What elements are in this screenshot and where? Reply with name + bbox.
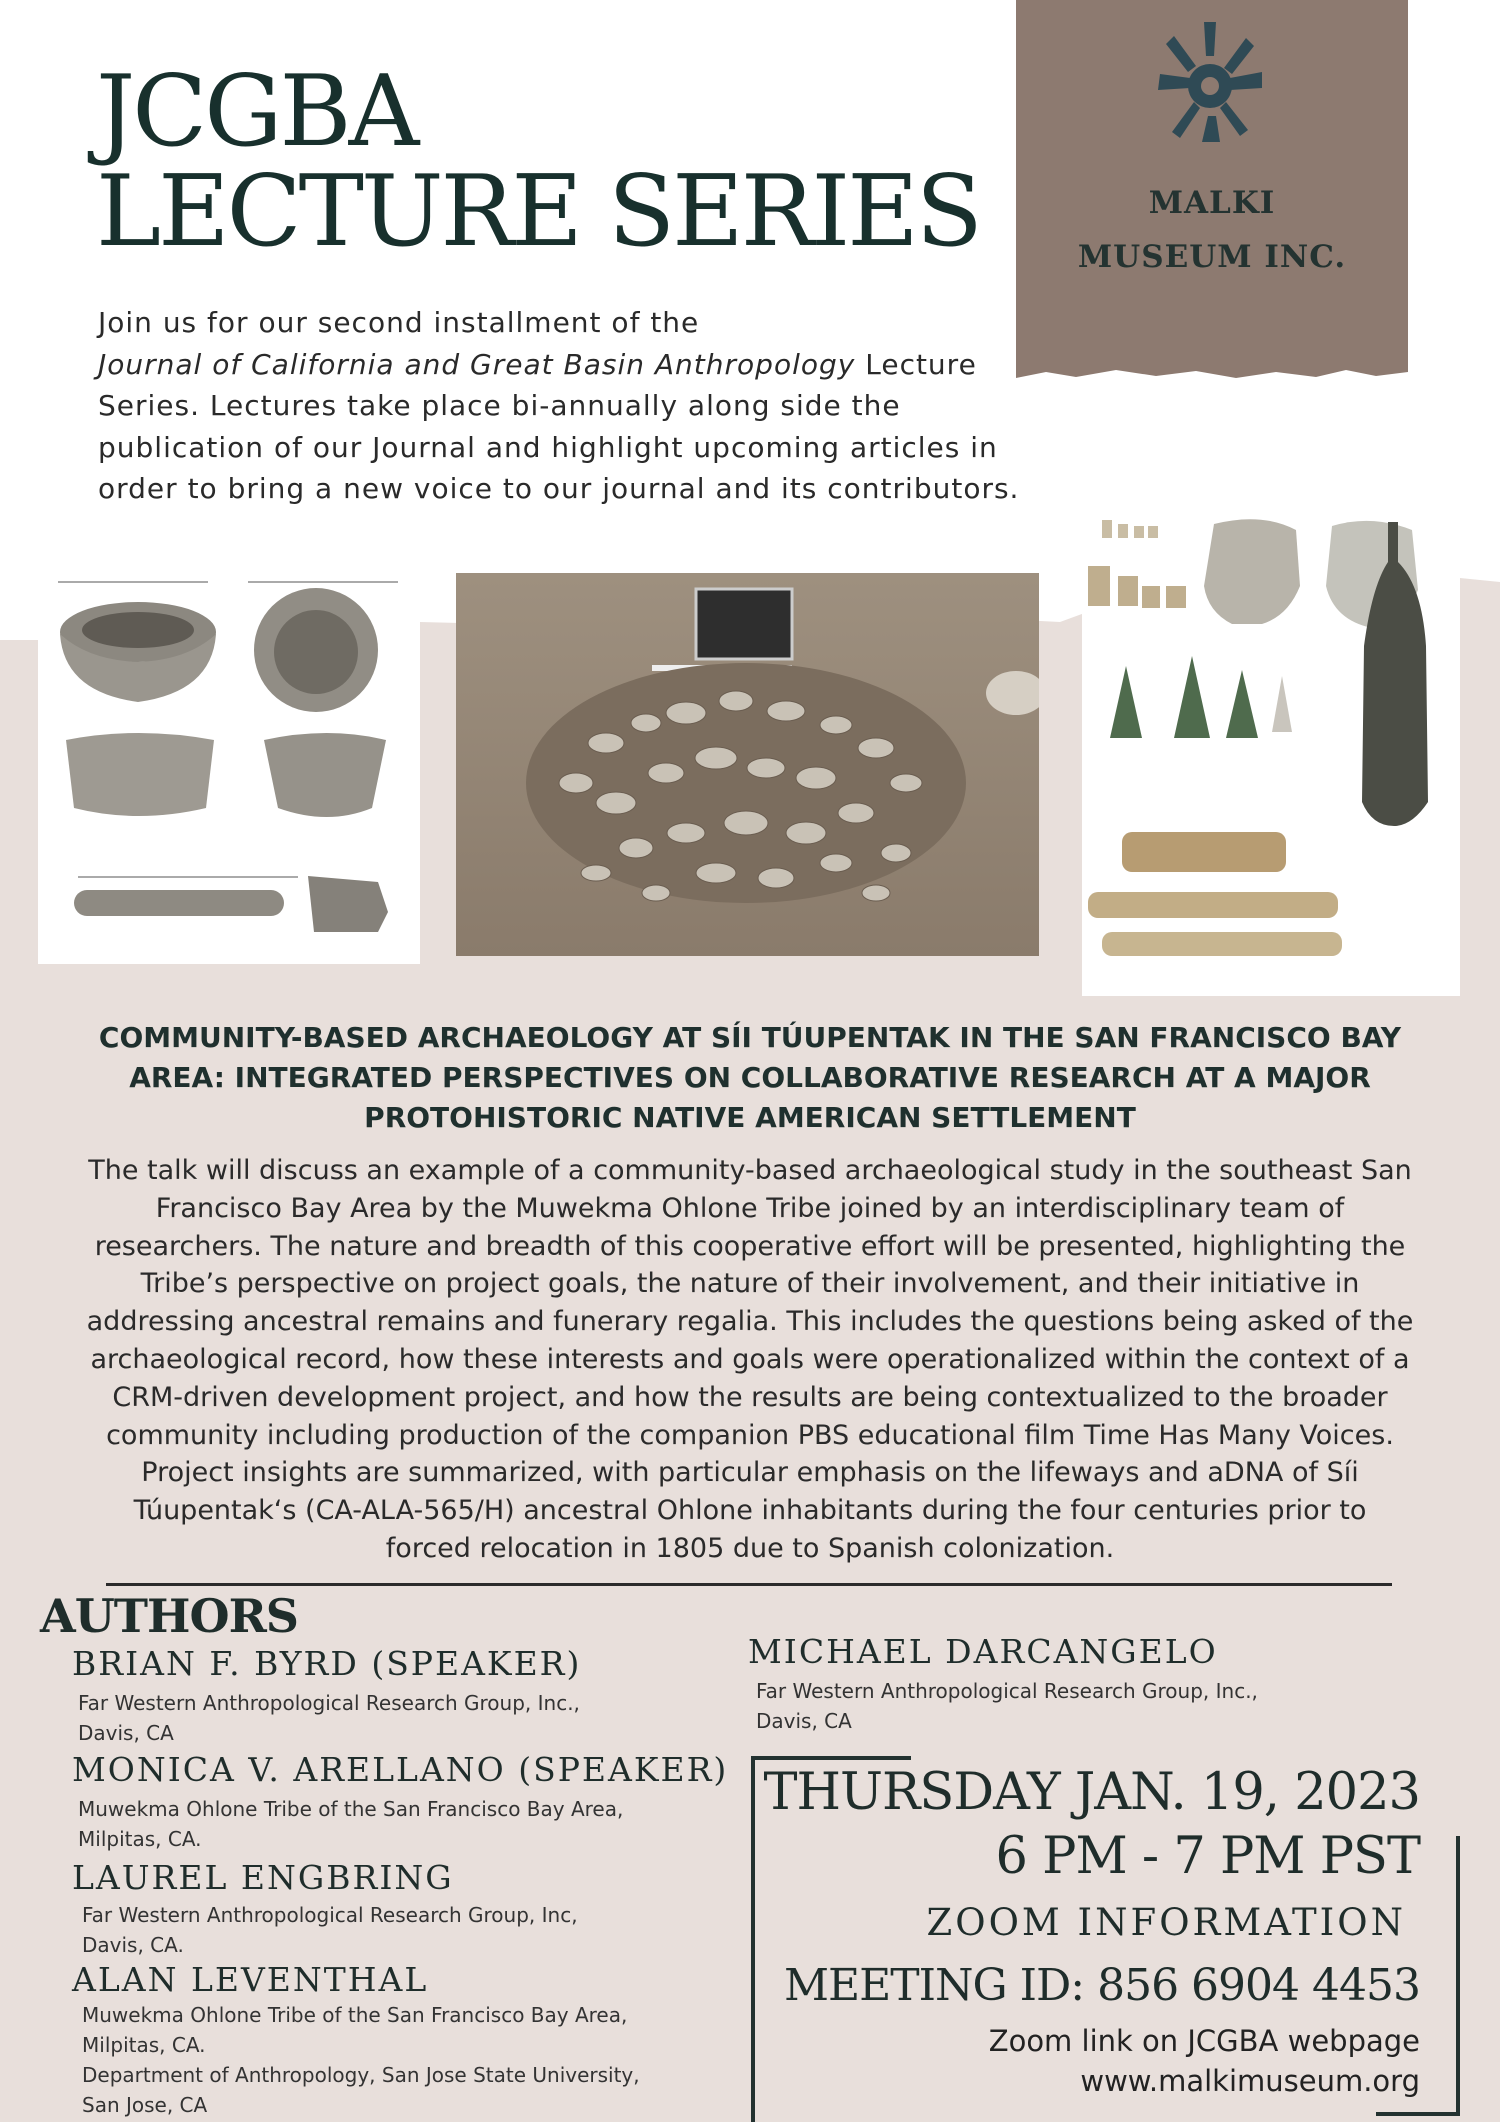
lecture-title-line: COMMUNITY-BASED ARCHAEOLOGY AT SÍI TÚUPENTAK IN THE SAN FRANCISCO BAY [98,1021,1402,1054]
abstract-line: addressing ancestral remains and funerary regalia. This includes the questions being asked of the [86,1306,1414,1338]
intro-paragraph [98,302,1088,510]
affiliation-line: Davis, CA [756,1709,852,1733]
author-affiliation [82,2000,640,2120]
author-name: BRIAN F. BYRD (SPEAKER) [72,1644,582,1683]
abstract-line: forced relocation in 1805 due to Spanish colonization. [385,1532,1115,1564]
abstract-line: CRM-driven development project, and how the results are being contextualized to the broader [112,1381,1388,1413]
journal-name: Journal of California and Great Basin Anthropology [98,347,856,381]
abstract-line: researchers. The nature and breadth of this cooperative effort will be presented, highlighting the [94,1230,1406,1262]
zoom-link-text: Zoom link on JCGBA webpage [988,2024,1420,2058]
author-entry [72,1750,728,1854]
intro-line-rest: Lecture [855,347,977,381]
malki-logo-icon [1150,16,1270,148]
affiliation-line: Far Western Anthropological Research Group, Inc., [756,1679,1258,1703]
abstract-line: Túupentak‘s (CA-ALA-565/H) ancestral Ohlone inhabitants during the four centuries prior to [133,1495,1367,1527]
title-line-1: JCGBA [96,55,417,169]
excavation-photo [456,573,1039,956]
author-name: LAUREL ENGBRING [72,1858,454,1897]
event-frame-left [751,1756,755,2122]
mortar-pestle-photo [38,572,420,964]
affiliation-line: Milpitas, CA. [78,1827,202,1851]
page-title [96,55,980,269]
event-date: THURSDAY JAN. 19, 2023 [763,1763,1420,1822]
meeting-id: MEETING ID: 856 6904 4453 [783,1960,1420,2011]
event-frame-bottom [1376,2112,1460,2116]
lecture-title-line: AREA: INTEGRATED PERSPECTIVES ON COLLABORATIVE RESEARCH AT A MAJOR [129,1061,1371,1094]
author-name: MONICA V. ARELLANO (SPEAKER) [72,1750,729,1789]
intro-line: Series. Lectures take place bi-annually along side the [98,389,901,422]
lecture-abstract [60,1152,1440,1568]
affiliation-line: Muwekma Ohlone Tribe of the San Francisco Bay Area, [82,2003,628,2027]
affiliation-line: Davis, CA. [82,1933,184,1957]
intro-line: order to bring a new voice to our journal and its contributors. [98,472,1020,505]
event-time: 6 PM - 7 PM PST [995,1827,1420,1886]
authors-heading: AUTHORS [40,1589,299,1643]
author-name: ALAN LEVENTHAL [72,1960,429,1999]
section-divider [106,1583,1392,1586]
museum-name-line-2: MUSEUM INC. [1077,239,1347,275]
author-entry [72,1960,640,2120]
title-line-2: LECTURE SERIES [96,155,980,269]
author-affiliation [756,1676,1258,1736]
affiliation-line: San Jose, CA [82,2093,208,2117]
abstract-line: Francisco Bay Area by the Muwekma Ohlone Tribe joined by an interdisciplinary team of [155,1192,1345,1224]
artifacts-collage-photo [1082,516,1460,996]
author-affiliation [82,1900,578,1960]
affiliation-line: Muwekma Ohlone Tribe of the San Francisco Bay Area, [78,1797,624,1821]
lecture-title-line: PROTOHISTORIC NATIVE AMERICAN SETTLEMENT [364,1101,1136,1134]
affiliation-line: Milpitas, CA. [82,2033,206,2057]
affiliation-line: Davis, CA [78,1721,174,1745]
author-entry [748,1632,1258,1736]
event-frame-right [1456,1836,1460,2116]
intro-line: publication of our Journal and highlight upcoming articles in [98,430,998,464]
author-entry [72,1858,578,1960]
abstract-line: archaeological record, how these interests and goals were operationalized within the context of a [90,1343,1410,1375]
affiliation-line: Far Western Anthropological Research Group, Inc, [82,1903,578,1927]
author-name: MICHAEL DARCANGELO [748,1632,1218,1671]
zoom-heading: ZOOM INFORMATION [926,1901,1406,1944]
event-frame-top [751,1756,911,1760]
author-affiliation [78,1688,581,1748]
abstract-line: Tribe’s perspective on project goals, the nature of their involvement, and their initiative in [140,1268,1360,1300]
abstract-line: Project insights are summarized, with particular emphasis on the lifeways and aDNA of Síi [141,1457,1359,1489]
affiliation-line: Department of Anthropology, San Jose State University, [82,2063,640,2087]
affiliation-line: Far Western Anthropological Research Group, Inc., [78,1691,580,1715]
intro-line: Join us for our second installment of the [98,306,700,339]
author-entry [72,1644,581,1748]
museum-name [1016,176,1408,284]
abstract-line: community including production of the companion PBS educational film Time Has Many Voices. [106,1419,1394,1451]
lecture-title [60,1018,1440,1138]
museum-name-line-1: MALKI [1148,185,1276,221]
author-affiliation [78,1794,728,1854]
intro-line [98,344,1088,386]
abstract-line: The talk will discuss an example of a community-based archaeological study in the southeast San [88,1155,1412,1186]
museum-url-link[interactable]: www.malkimuseum.org [1080,2064,1420,2098]
